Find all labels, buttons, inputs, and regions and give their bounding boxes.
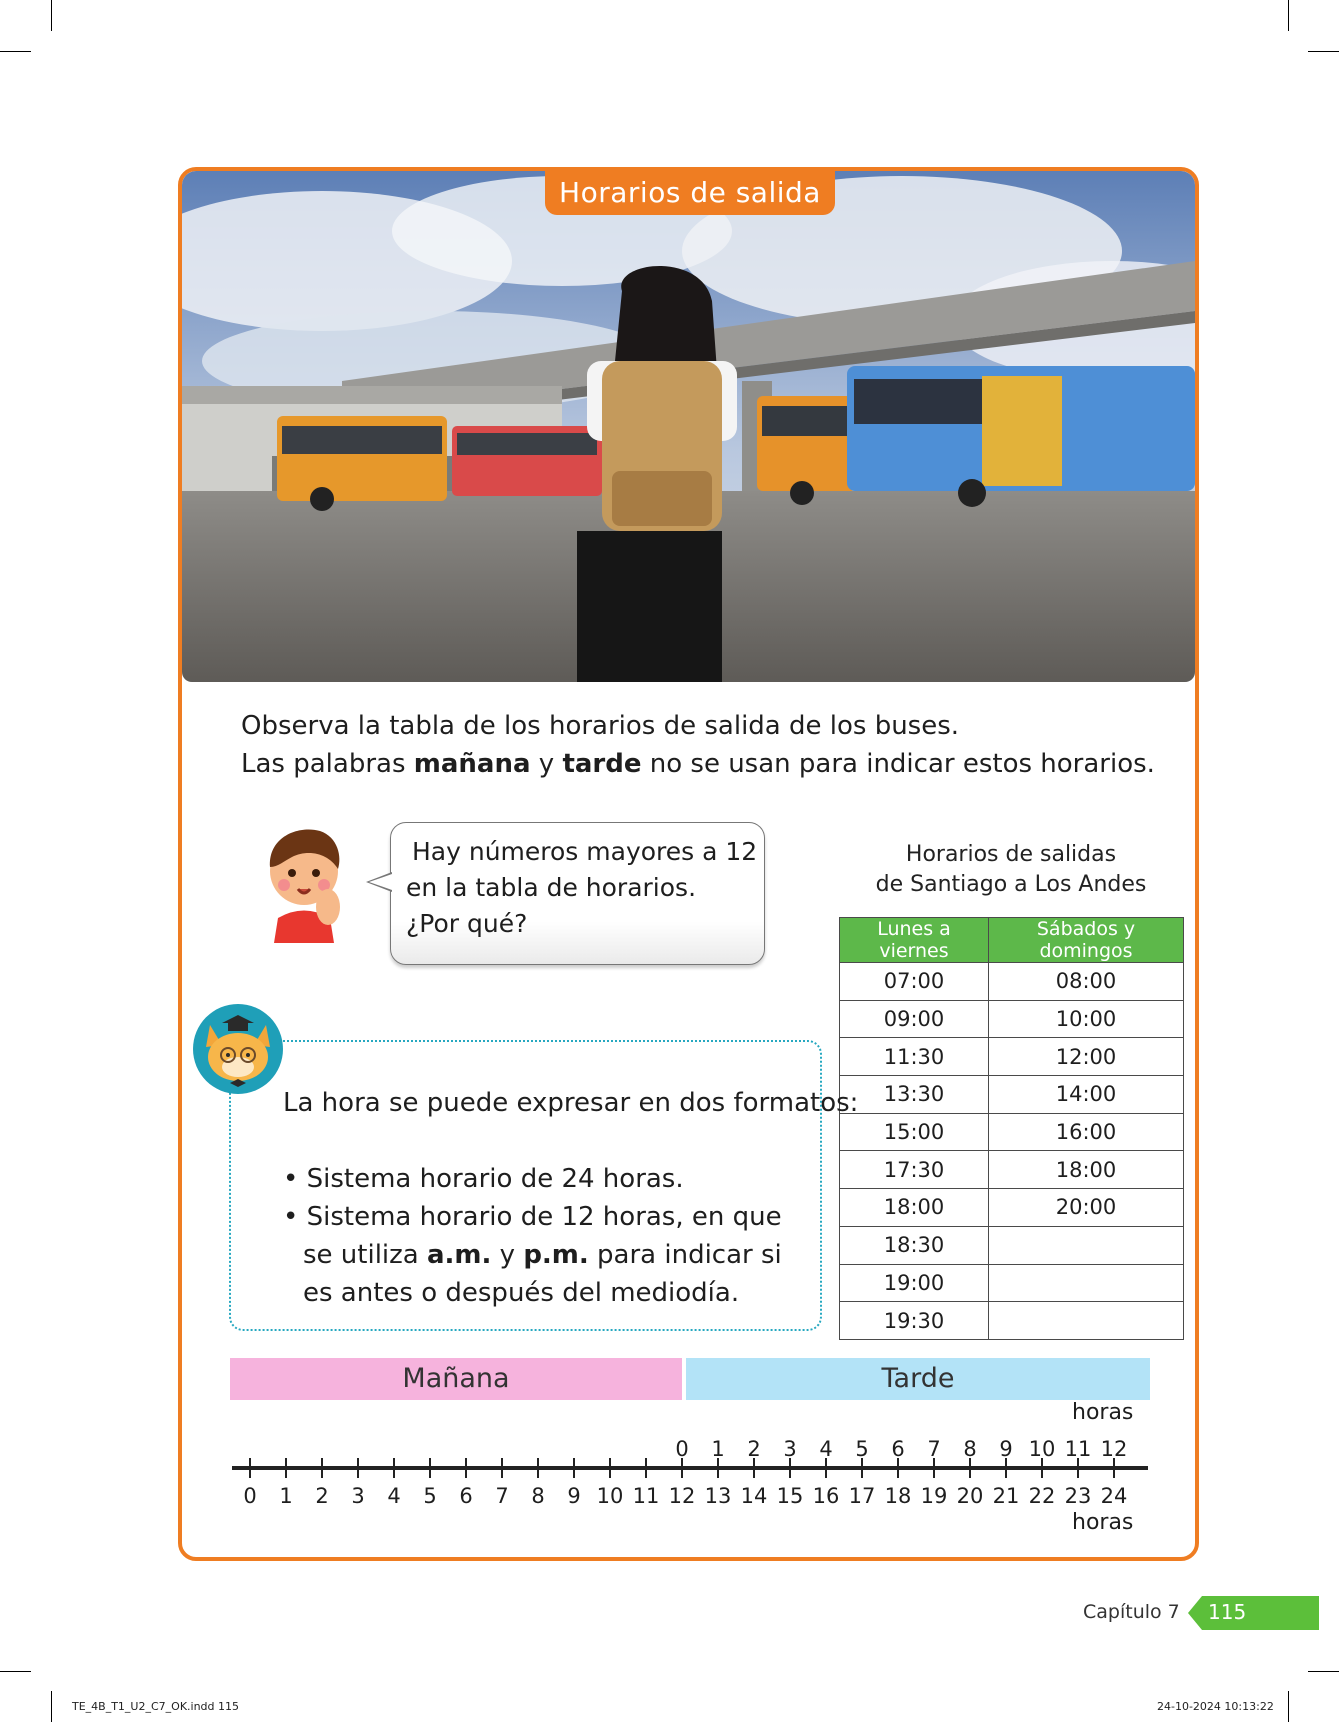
word-manana: mañana xyxy=(413,749,531,779)
info-text-part: se utiliza xyxy=(303,1240,427,1270)
afternoon-band: Tarde xyxy=(686,1358,1150,1400)
number-line-tick xyxy=(861,1458,863,1478)
number-line-tick xyxy=(933,1458,935,1478)
bottom-hour-label: 19 xyxy=(920,1484,948,1508)
top-hour-label: 10 xyxy=(1028,1437,1056,1461)
table-header-row xyxy=(840,918,1184,963)
table-row xyxy=(840,1151,1184,1189)
table-row xyxy=(840,1302,1184,1340)
chapter-label: Capítulo 7 xyxy=(1083,1601,1180,1623)
number-line-tick xyxy=(393,1458,395,1478)
fox-mascot-icon xyxy=(192,1003,284,1095)
table-cell: 12:00 xyxy=(989,1038,1184,1076)
intro-text-part: no se usan para indicar estos horarios. xyxy=(641,749,1155,779)
table-cell: 09:00 xyxy=(840,1000,989,1038)
section-title: Horarios de salida xyxy=(545,171,835,215)
table-row xyxy=(840,1264,1184,1302)
bubble-line-3: ¿Por qué? xyxy=(406,909,528,938)
crop-mark xyxy=(1308,1671,1339,1672)
number-line-tick xyxy=(537,1458,539,1478)
table-cell xyxy=(989,1302,1184,1340)
top-hour-label: 11 xyxy=(1064,1437,1092,1461)
number-line-tick xyxy=(1041,1458,1043,1478)
bubble-line-2: en la tabla de horarios. xyxy=(406,873,697,902)
schedule-title-line-1: Horarios de salidas xyxy=(905,842,1117,867)
top-hour-label: 3 xyxy=(783,1437,797,1461)
table-cell: 18:30 xyxy=(840,1226,989,1264)
bubble-text xyxy=(406,834,757,942)
table-row xyxy=(840,963,1184,1001)
top-hour-label: 8 xyxy=(963,1437,977,1461)
bottom-hour-label: 2 xyxy=(315,1484,329,1508)
table-row xyxy=(840,1038,1184,1076)
info-text-part: y xyxy=(491,1240,524,1270)
bottom-hour-label: 4 xyxy=(387,1484,401,1508)
intro-line-1: Observa la tabla de los horarios de salida de los buses. xyxy=(241,711,960,741)
number-line-tick xyxy=(465,1458,467,1478)
morning-band: Mañana xyxy=(230,1358,682,1400)
table-cell: 08:00 xyxy=(989,963,1184,1001)
table-row xyxy=(840,1189,1184,1227)
table-row xyxy=(840,1226,1184,1264)
word-pm: p.m. xyxy=(523,1240,589,1270)
top-hour-label: 6 xyxy=(891,1437,905,1461)
bubble-line-1: Hay números mayores a 12 xyxy=(412,837,758,866)
table-cell: 10:00 xyxy=(989,1000,1184,1038)
bottom-hour-label: 10 xyxy=(596,1484,624,1508)
table-row xyxy=(840,1076,1184,1114)
bottom-hour-label: 20 xyxy=(956,1484,984,1508)
number-line-tick xyxy=(1113,1458,1115,1478)
table-cell: 14:00 xyxy=(989,1076,1184,1114)
number-line-tick xyxy=(717,1458,719,1478)
table-cell: 19:00 xyxy=(840,1264,989,1302)
top-hour-label: 12 xyxy=(1100,1437,1128,1461)
bottom-hour-label: 8 xyxy=(531,1484,545,1508)
number-line-tick xyxy=(681,1458,683,1478)
bottom-hour-label: 3 xyxy=(351,1484,365,1508)
top-hour-label: 1 xyxy=(711,1437,725,1461)
table-row xyxy=(840,1113,1184,1151)
table-cell: 07:00 xyxy=(840,963,989,1001)
table-cell: 19:30 xyxy=(840,1302,989,1340)
number-line-tick xyxy=(501,1458,503,1478)
number-line-tick xyxy=(789,1458,791,1478)
number-line-tick xyxy=(825,1458,827,1478)
page-number-tab xyxy=(1188,1596,1319,1630)
crop-mark xyxy=(51,0,52,31)
intro-text-part: Las palabras xyxy=(241,749,414,779)
info-bullet-2-line-2 xyxy=(283,1236,858,1274)
header-weekdays: Lunes a viernes xyxy=(840,918,989,963)
number-line xyxy=(232,1466,1148,1470)
number-line-tick xyxy=(573,1458,575,1478)
schedule-table xyxy=(839,917,1184,1340)
bottom-hour-label: 6 xyxy=(459,1484,473,1508)
info-bullet-1: • Sistema horario de 24 horas. xyxy=(283,1164,684,1194)
number-line-tick xyxy=(1077,1458,1079,1478)
bottom-hour-label: 16 xyxy=(812,1484,840,1508)
bottom-unit-label: horas xyxy=(1072,1510,1134,1535)
table-cell: 18:00 xyxy=(840,1189,989,1227)
slug-left: TE_4B_T1_U2_C7_OK.indd 115 xyxy=(72,1700,240,1713)
slug-right: 24-10-2024 10:13:22 xyxy=(1157,1700,1274,1713)
bottom-hour-label: 12 xyxy=(668,1484,696,1508)
number-line-tick xyxy=(429,1458,431,1478)
top-hour-label: 5 xyxy=(855,1437,869,1461)
bottom-hour-label: 22 xyxy=(1028,1484,1056,1508)
page-number: 115 xyxy=(1208,1600,1247,1624)
number-line-tick xyxy=(1005,1458,1007,1478)
top-hour-label: 4 xyxy=(819,1437,833,1461)
bottom-hour-label: 1 xyxy=(279,1484,293,1508)
bottom-hour-label: 14 xyxy=(740,1484,768,1508)
info-text xyxy=(283,1084,858,1312)
info-bullet-2-line-1: Sistema horario de 12 horas, en que xyxy=(306,1202,782,1232)
crop-mark xyxy=(1288,0,1289,31)
table-cell xyxy=(989,1226,1184,1264)
number-line-tick xyxy=(285,1458,287,1478)
top-hour-label: 0 xyxy=(675,1437,689,1461)
number-line-tick xyxy=(753,1458,755,1478)
bottom-hour-label: 13 xyxy=(704,1484,732,1508)
bottom-hour-label: 23 xyxy=(1064,1484,1092,1508)
bottom-hour-label: 17 xyxy=(848,1484,876,1508)
number-line-tick xyxy=(321,1458,323,1478)
table-cell: 18:00 xyxy=(989,1151,1184,1189)
top-hour-label: 9 xyxy=(999,1437,1013,1461)
bottom-hour-label: 15 xyxy=(776,1484,804,1508)
top-hour-label: 7 xyxy=(927,1437,941,1461)
bottom-hour-label: 0 xyxy=(243,1484,257,1508)
bottom-hour-label: 18 xyxy=(884,1484,912,1508)
info-bullet-2-line-3: es antes o después del mediodía. xyxy=(303,1278,740,1308)
boy-illustration xyxy=(258,823,350,943)
bottom-hour-label: 7 xyxy=(495,1484,509,1508)
number-line-tick xyxy=(609,1458,611,1478)
word-tarde: tarde xyxy=(562,749,642,779)
intro-line-2 xyxy=(241,745,1155,783)
crop-mark xyxy=(0,51,31,52)
top-unit-label: horas xyxy=(1072,1400,1134,1425)
schedule-title-line-2: de Santiago a Los Andes xyxy=(875,872,1147,897)
number-line-tick xyxy=(357,1458,359,1478)
table-cell: 15:00 xyxy=(840,1113,989,1151)
table-row xyxy=(840,1000,1184,1038)
number-line-tick xyxy=(249,1458,251,1478)
number-line-tick xyxy=(645,1458,647,1478)
bottom-hour-label: 21 xyxy=(992,1484,1020,1508)
crop-mark xyxy=(1308,51,1339,52)
info-bullet-2: • Sistema horario de 12 horas, en que xyxy=(283,1202,782,1232)
word-am: a.m. xyxy=(427,1240,492,1270)
info-line-1: La hora se puede expresar en dos formatos: xyxy=(283,1088,859,1118)
table-cell: 20:00 xyxy=(989,1189,1184,1227)
table-cell: 16:00 xyxy=(989,1113,1184,1151)
table-cell: 13:30 xyxy=(840,1076,989,1114)
crop-mark xyxy=(1288,1691,1289,1722)
crop-mark xyxy=(0,1671,31,1672)
info-bullet-1-text: Sistema horario de 24 horas. xyxy=(306,1164,684,1194)
header-weekends: Sábados y domingos xyxy=(989,918,1184,963)
bottom-hour-label: 5 xyxy=(423,1484,437,1508)
crop-mark xyxy=(51,1691,52,1722)
bottom-hour-label: 9 xyxy=(567,1484,581,1508)
table-cell xyxy=(989,1264,1184,1302)
bottom-hour-label: 24 xyxy=(1100,1484,1128,1508)
table-cell: 11:30 xyxy=(840,1038,989,1076)
schedule-title xyxy=(840,840,1182,900)
table-cell: 17:30 xyxy=(840,1151,989,1189)
number-line-tick xyxy=(969,1458,971,1478)
info-spacer xyxy=(283,1122,858,1160)
number-line-tick xyxy=(897,1458,899,1478)
bottom-hour-label: 11 xyxy=(632,1484,660,1508)
intro-text xyxy=(241,707,1155,783)
top-hour-label: 2 xyxy=(747,1437,761,1461)
info-text-part: para indicar si xyxy=(588,1240,782,1270)
intro-text-part: y xyxy=(530,749,563,779)
bubble-tail-fill xyxy=(369,874,392,890)
